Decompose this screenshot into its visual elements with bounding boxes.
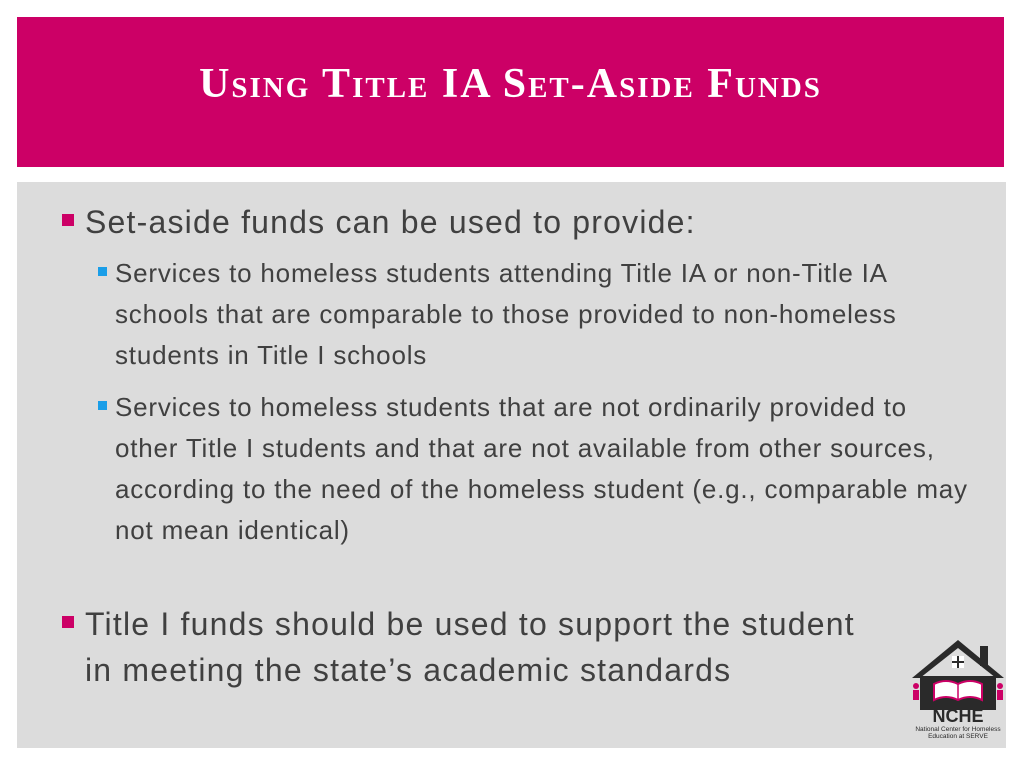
- bullet-2-text: Title I funds should be used to support the student in meeting the state’s academic standards: [85, 606, 855, 688]
- title-bar: [17, 17, 1004, 167]
- sub-bullet-1-text: Services to homeless students attending Title IA or non-Title IA schools that are comparable to those provided to non-homeless students in Title I schools: [115, 258, 897, 370]
- logo-tagline: National Center for Homeless Education at SERVE: [915, 726, 1001, 740]
- bullet-1-text: Set-aside funds can be used to provide:: [85, 204, 696, 240]
- slide-title: Using Title IA Set-Aside Funds: [199, 61, 822, 107]
- content-area: [17, 182, 1006, 748]
- logo-acronym: NCHE: [932, 706, 984, 726]
- sub-bullet-marker-1: [98, 267, 107, 276]
- bullet-marker-2: [62, 616, 74, 628]
- sub-bullet-marker-2: [98, 401, 107, 410]
- sub-bullet-2-text: Services to homeless students that are not ordinarily provided to other Title I students and that are not available from other sources, according to the need of the homeless student (e.g., comparable may not mean identical): [115, 392, 968, 545]
- nche-logo: [908, 638, 1008, 748]
- bullet-marker-1: [62, 214, 74, 226]
